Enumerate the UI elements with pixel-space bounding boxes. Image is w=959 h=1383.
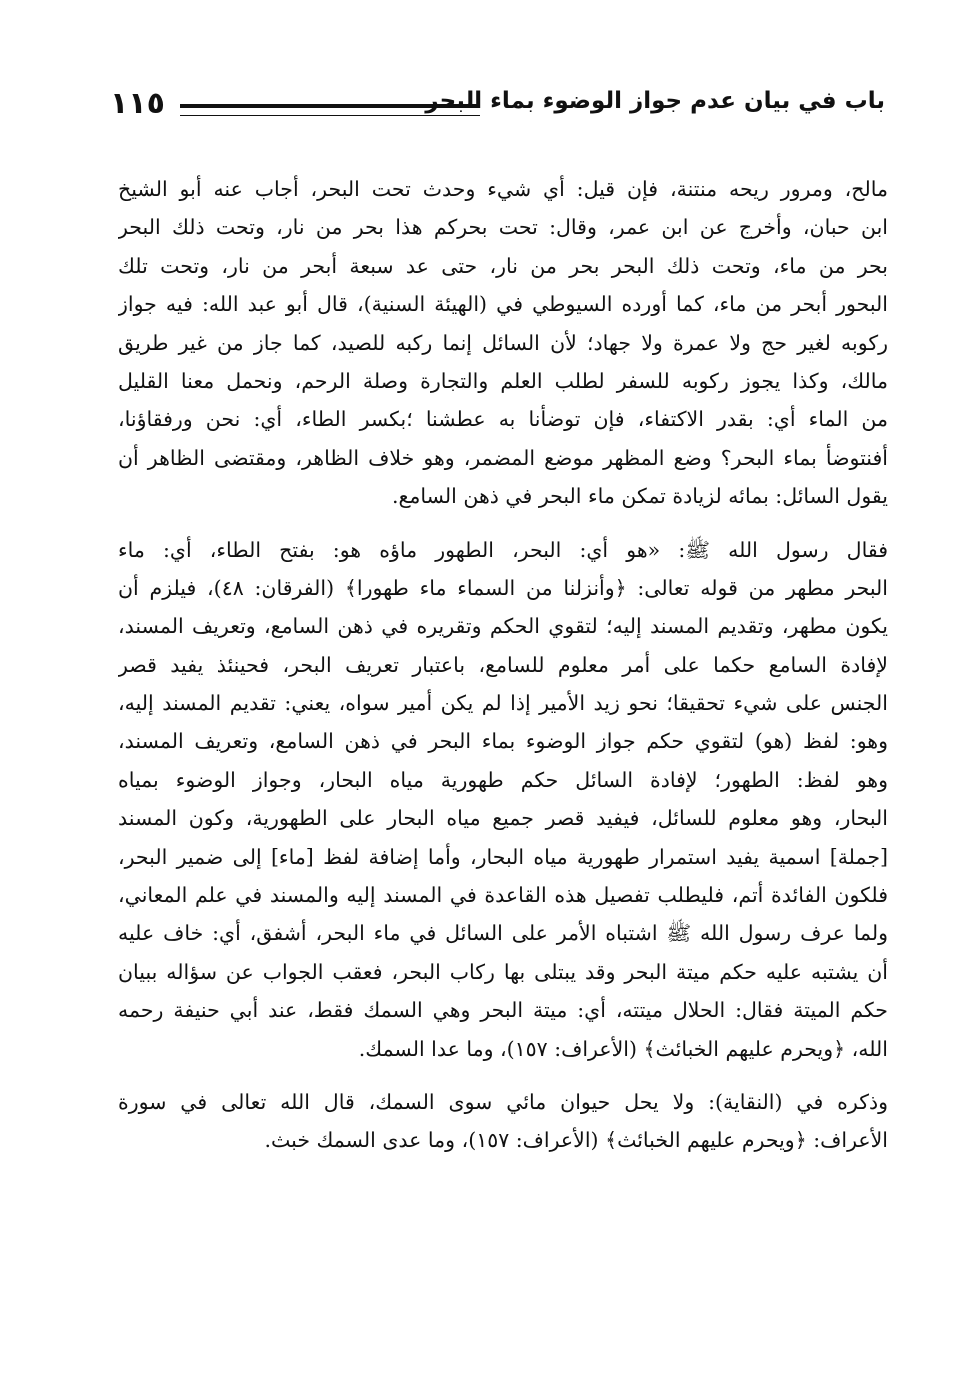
body-text [118,170,888,1160]
text-line: فلكون الفائدة أتم، فليطلب تفصيل هذه القاعدة في المسند إليه والمسند في علم المعاني، [118,883,888,908]
running-title: باب في بيان عدم جواز الوضوء بماء البحر [425,88,885,114]
paragraph-gap [118,516,888,531]
text-line: لإفادة السامع حكما على أمر معلوم للسامع، باعتبار تعريف البحر، فحينئذ يفيد قصر [118,652,888,677]
page-header [110,86,885,126]
text-line: من الماء أي: بقدر الاكتفاء، فإن توضأنا به عطشنا ؛بكسر الطاء، أي: نحن ورفقاؤنا، [118,407,888,432]
text-line: [جملة] اسمية يفيد استمرار طهورية مياه البحار، وأما إضافة لفظ [ماء] إلى ضمير البحر، [118,844,888,869]
text-line: فقال رسول الله ﷺ: «هو أي: البحر، الطهور ماؤه هو: بفتح الطاء، أي: ماء [118,537,888,562]
text-line: البحور أبحر من ماء، كما أورده السيوطي في (الهيئة السنية)، قال أبو عبد الله: فيه جواز [118,292,888,317]
text-line: وذكره في (النقاية): ولا يحل حيوان مائي سوى السمك، قال الله تعالى في سورة [118,1089,888,1114]
text-line: مالك، وكذا يجوز ركوبه للسفر لطلب العلم والتجارة وصلة الرحم، ونحمل معنا القليل [118,368,888,393]
text-line: الأعراف: ﴿ويحرم عليهم الخبائث﴾ (الأعراف: ١٥٧)، وما عدى السمك خبث. [264,1128,888,1153]
text-line: وهو: لفظ (هو) لتقوي حكم جواز الوضوء بماء البحر في ذهن السامع، وتعريف المسند، [118,729,888,754]
text-line: وهو لفظ: الطهور؛ لإفادة السائل حكم طهورية مياه البحار، وجواز الوضوء بمياه [118,767,888,792]
text-line: أن يشتبه عليه حكم ميتة البحر وقد يبتلى بها ركاب البحر، فعقب الجواب عن سؤاله ببيان [118,959,888,984]
text-line: الجنس على شيء تحقيقا؛ نحو زيد الأمير إذا لم يكن أمير سواه، يعني: تقديم المسند إليه، [118,691,888,716]
text-line: حكم الميتة فقال: الحلال ميتته، أي: ميتة البحر وهي السمك فقط، عند أبي حنيفة رحمه [118,998,888,1023]
text-line: البحر مطهر من قوله تعالى: ﴿وأنزلنا من السماء ماء طهورا﴾ (الفرقان: ٤٨)، فيلزم أن [118,575,888,600]
text-line: ابن حبان، وأخرج عن ابن عمر، وقال: تحت بحركم هذا بحر من نار، وتحت ذلك البحر [118,215,888,240]
text-line: بحر من ماء، وتحت ذلك البحر بحر من نار، حتى عد سبعة أبحر من نار، وتحت تلك [118,253,888,278]
paragraph-2 [118,531,888,1068]
text-line: ولما عرف رسول الله ﷺ اشتباه الأمر على السائل في ماء البحر، أشفق، أي: خاف عليه [118,921,888,946]
text-line: يكون مطهر، وتقديم المسند إليه؛ لتقوي الحكم وتقريره في ذهن السامع، وتعريف المسند، [118,614,888,639]
text-line: أفنتوضأ بماء البحر؟ وضع المظهر موضع المضمر، وهو خلاف الظاهر، ومقتضى الظاهر أن [118,445,888,470]
page-number: ١١٥ [110,86,165,121]
text-line: الله، ﴿ويحرم عليهم الخبائث﴾ (الأعراف: ١٥٧)، وما عدا السمك. [358,1036,888,1061]
text-line: البحار، وهو معلوم للسائل، فيفيد قصر جميع مياه البحار على الطهورية، وكون المسند [118,806,888,831]
paragraph-1 [118,170,888,516]
text-line: ركوبه لغير حج ولا عمرة ولا جهاد؛ لأن السائل إنما ركبه للصيد، كما جاز من غير طريق [118,330,888,355]
paragraph-gap [118,1068,888,1083]
text-line: مالح، ومرور ريحه منتنة، فإن قيل: أي شيء وحدث تحت البحر، أجاب عنه أبو الشيخ [118,177,888,201]
text-line: يقول السائل: بمائه لزيادة تمكن ماء البحر في ذهن السامع. [391,484,888,509]
paragraph-3 [118,1083,888,1160]
